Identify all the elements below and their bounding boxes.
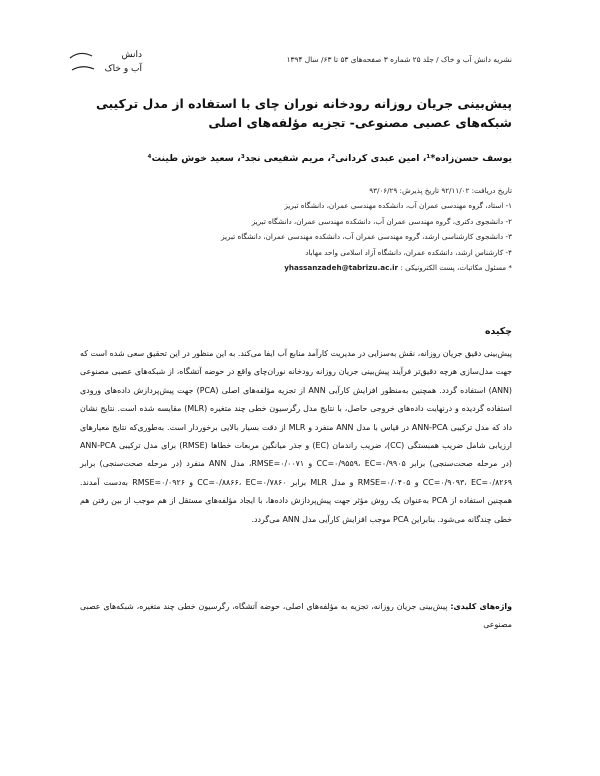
received-accepted-dates: تاریخ دریافت: ۹۲/۱۱/۰۲ تاریخ پذیرش: ۹۳/۰۶/۲۹ — [369, 186, 512, 195]
article-meta — [40, 183, 512, 275]
paper-title: پیش‌بینی جریان روزانه رودخانه نوران چای با استفاده از مدل ترکیبی شبکه‌های عصبی مصنوعی- تجزیه مؤلفه‌های اصلی — [95, 96, 512, 130]
keywords-label: واژه‌های کلیدی: — [450, 602, 512, 611]
affiliation-4: ۴- کارشناس ارشد، دانشکده عمران، دانشگاه آزاد اسلامی واحد مهاباد — [305, 247, 512, 257]
logo-wave-icon — [70, 53, 92, 58]
author-list: یوسف حسن‌زاده*¹، امین عبدی کردانی²، مریم شفیعی نجد³، سعید خوش طینت⁴ — [147, 153, 512, 164]
affiliation-3: ۳- دانشجوی کارشناسی ارشد، گروه مهندسی عمران آب، دانشکده مهندسی عمران، دانشگاه تبریز — [221, 232, 512, 242]
journal-header: نشریه دانش آب و خاک / جلد ۲۵ شماره ۳ صفحه‌های ۵۳ تا ۶۳/ سال ۱۳۹۴ — [286, 55, 512, 64]
abstract-body: پیش‌بینی دقیق جریان روزانه، نقش به‌سزایی در مدیریت کارآمد منابع آب ایفا می‌کند. به این منظور در این تحقیق سعی شده است که جهت مدل‌سازی هرچه دقیق‌تر فرآیند پیش‌بینی جریان روزانه رودخانه نوران‌چای واقع در حوضه آتشگاه، از شبکه‌های عصبی مصنوعی (ANN) استفاده گردد. همچنین به‌منظور افزایش کارآیی ANN از تجزیه مؤلفه‌های اصلی (PCA) جهت پیش‌پردازش داده‌های ورودی استفاده گردیده و درنهایت داده‌های خروجی حاصل، با نتایج مدل رگرسیون خطی چند متغیره (MLR) مقایسه شده است. نتایج نشان داد که مدل ترکیبی ANN-PCA در قیاس با مدل ANN منفرد و MLR از دقت بسیار بالایی برخوردار است. به‌طوری‌که نتایج معیارهای ارزیابی شامل ضریب همبستگی (CC)، ضریب راندمان (EC) و جذر میانگین مربعات خطاها (RMSE) برای مدل ترکیبی ANN-PCA (در مرحله صحت‌سنجی) برابر CC=۰/۹۵۵۹، EC=۰/۹۹۰۵ و RMSE=۰/۰۰۷۱، مدل ANN منفرد (در مرحله صحت‌سنجی) برابر CC=۰/۹۰۹۳، EC=۰/۸۲۶۹ و RMSE=۰/۰۴۰۵ و مدل MLR برابر CC=۰/۸۸۶۶، EC=۰/۷۸۶۰ و RMSE=۰/۰۹۲۶ به‌دست آمدند. همچنین استفاده از PCA به‌عنوان یک روش مؤثر جهت پیش‌پردازش داده‌ها، با ایجاد مؤلفه‌های مستقل از هم موجب از بین رفتن هم خطی چندگانه می‌شود. بنابراین PCA موجب افزایش کارآیی مدل ANN می‌گردد. — [80, 349, 513, 524]
logo-text-line1: دانش — [121, 50, 142, 60]
keywords-list: پیش‌بینی جریان روزانه، تجزیه به مؤلفه‌های اصلی، حوضه آتشگاه، رگرسیون خطی چند متغیره، شبکه‌های عصبی مصنوعی — [80, 602, 512, 630]
logo-text-line2: آب و خاک — [104, 64, 142, 74]
journal-logo — [66, 44, 146, 76]
logo-wave-icon — [72, 67, 94, 70]
journal-logo-graphic — [66, 44, 146, 76]
affiliation-1: ۱- استاد، گروه مهندسی عمران آب، دانشکده مهندسی عمران، دانشگاه تبریز — [284, 201, 512, 211]
corresponding-email[interactable]: yhassanzadeh@tabrizu.ac.ir — [284, 263, 399, 273]
corresponding-label: * مسئول مکاتبات، پست الکترونیکی : — [400, 263, 512, 273]
keywords-section — [80, 598, 512, 635]
corresponding-author — [40, 260, 512, 275]
abstract-heading: چکیده — [485, 326, 512, 337]
affiliation-2: ۲- دانشجوی دکتری، گروه مهندسی عمران آب، دانشکده مهندسی عمران، دانشگاه تبریز — [251, 216, 512, 226]
